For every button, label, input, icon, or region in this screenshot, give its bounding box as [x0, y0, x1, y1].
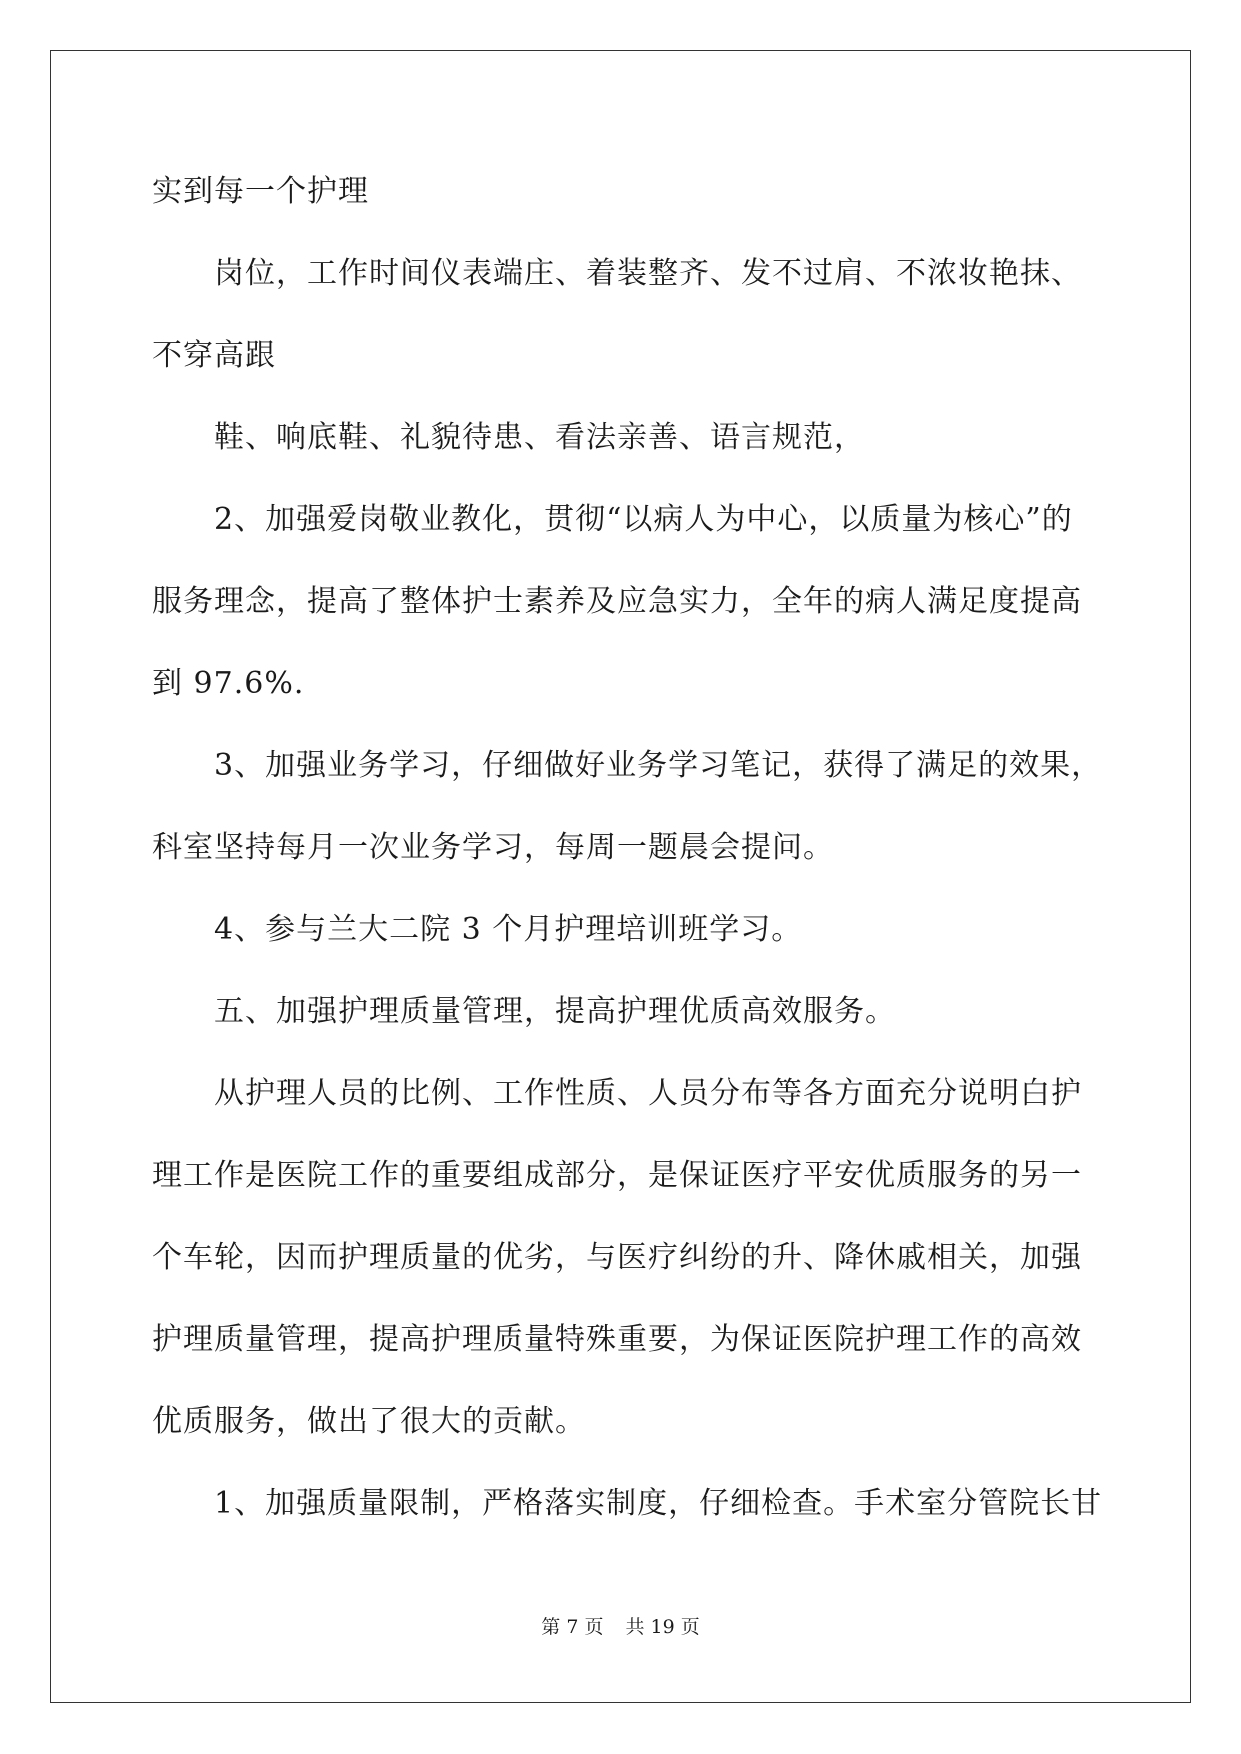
text-line: 鞋、响底鞋、礼貌待患、看法亲善、语言规范， [214, 420, 865, 455]
text-line: 服务理念，提高了整体护士素养及应急实力，全年的病人满足度提高 [152, 584, 1082, 619]
section-heading: 五、加强护理质量管理，提高护理优质高效服务。 [214, 994, 896, 1029]
page-number: 第 7 页 [541, 1616, 604, 1638]
page-footer [0, 1612, 1241, 1639]
text-line: 护理质量管理，提高护理质量特殊重要，为保证医院护理工作的高效 [152, 1322, 1082, 1357]
text-line: 不穿高跟 [152, 338, 276, 373]
text-line: 实到每一个护理 [152, 174, 369, 209]
text-line: 优质服务，做出了很大的贡献。 [152, 1404, 586, 1439]
text-line: 理工作是医院工作的重要组成部分，是保证医疗平安优质服务的另一 [152, 1158, 1082, 1193]
text-line: 岗位，工作时间仪表端庄、着装整齐、发不过肩、不浓妆艳抹、 [214, 256, 1082, 291]
text-line: 4、参与兰大二院 3 个月护理培训班学习。 [214, 912, 803, 947]
text-line: 从护理人员的比例、工作性质、人员分布等各方面充分说明白护 [214, 1076, 1082, 1111]
text-line: 2、加强爱岗敬业教化，贯彻“以病人为中心，以质量为核心”的 [214, 502, 1073, 537]
document-body [152, 162, 1103, 1556]
page-total: 共 19 页 [625, 1616, 700, 1638]
text-line: 3、加强业务学习，仔细做好业务学习笔记，获得了满足的效果， [214, 748, 1103, 783]
text-line: 个车轮，因而护理质量的优劣，与医疗纠纷的升、降休戚相关，加强 [152, 1240, 1082, 1275]
text-line: 科室坚持每月一次业务学习，每周一题晨会提问。 [152, 830, 834, 865]
text-line: 1、加强质量限制，严格落实制度，仔细检查。手术室分管院长甘 [214, 1486, 1103, 1521]
text-line: 到 97.6%. [152, 666, 305, 701]
